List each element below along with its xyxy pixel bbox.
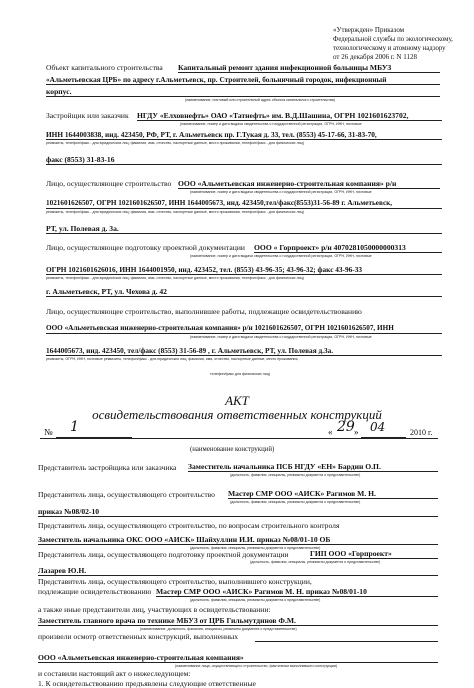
developer-caption-1: (наименование, номер и дата выдачи свидетельства о государственной регистрации, ОГРН, ИНН, почтовые xyxy=(180,122,362,126)
act-quote-close: » xyxy=(354,427,359,437)
rep-builder-caption: (должность, фамилия, инициалы, реквизиты документа о представительстве) xyxy=(230,500,361,504)
performer-label: Лицо, осуществляющее строительство, выполнившее работы, подлежащие освидетельствованию xyxy=(46,307,362,316)
rep-builder-value: Мастер СМР ООО «АИСК» Рагимов М. Н. xyxy=(228,489,438,499)
designer-value-3: г. Альметьевск, РТ, ул. Чехова д. 42 xyxy=(46,287,442,297)
rep-control-value: Заместитель начальника ОКС ООО «АИСК» Шайхуллин И.И. приказ №08/01-10 ОБ xyxy=(38,535,438,545)
act-title: АКТ xyxy=(225,393,249,408)
rep-control-caption: (должность, фамилия, инициалы, реквизиты документа о представительстве) xyxy=(190,546,321,550)
approval-line-1: «Утвержден» Приказом xyxy=(333,26,405,34)
performer-org-value: ООО «Альметьевская инженерно-строительная компания» xyxy=(38,653,438,663)
act-number-prefix: № xyxy=(44,427,53,437)
object-caption: (наименование, почтовый или строительный адрес объекта капитального строительства) xyxy=(185,98,336,102)
inspected-text: произвели осмотр ответственных конструкций, выполненных xyxy=(38,632,239,641)
performer-caption-3: телефон/факс для физических лиц) xyxy=(210,372,271,376)
rep-performer-caption: (должность, фамилия, инициалы, реквизиты документа о представительстве) xyxy=(190,598,321,602)
developer-caption-2: реквизиты, телефон/факс - для юридических лиц; фамилия, имя, отчество, паспортные данные, место проживания, телефон/факс - для физических лиц) xyxy=(46,141,304,145)
designer-caption-1: (наименование, номер и дата выдачи свидетельства о государственной регистрации, ОГРН, ИНН, почтовые xyxy=(190,254,372,258)
builder-value-3: РТ, ул. Полевая д. 3а. xyxy=(46,224,442,234)
rep-control-label: Представитель лица, осуществляющего строительство, по вопросам строительного контроля xyxy=(38,521,340,530)
developer-value-3: факс (8553) 31-83-16 xyxy=(46,155,442,165)
act-quote-open: « xyxy=(328,427,333,437)
rep-performer-label-2: подлежащие освидетельствованию xyxy=(38,587,152,596)
rep-performer-value: Мастер СМР ООО «АИСК» Рагимов М. Н. приказ №08/01-10 xyxy=(156,587,438,597)
rep-designer-label: Представитель лица, осуществляющего подготовку проектной документации xyxy=(38,550,289,559)
developer-value-2: ИНН 1644003838, инд. 423450, РФ, РТ, г. Альметьевск пр. Г.Тукая д. 33, тел. (8553) 45-17-66, 31-83-70, xyxy=(46,130,442,140)
builder-caption-2: реквизиты, телефон/факс - для юридических лиц; фамилия, имя, отчество, паспортные данные, место проживания, телефон/факс - для физических лиц) xyxy=(46,210,304,214)
object-value-1: Капитальный ремонт здания инфекционной больницы МБУЗ xyxy=(178,63,440,73)
act-construction-line xyxy=(40,437,438,439)
rep-designer-caption: (должность, фамилия, инициалы, реквизиты документа о представительстве) xyxy=(250,560,381,564)
act-day: 29 xyxy=(337,419,355,435)
inspected-line xyxy=(255,632,438,642)
rep-builder-order: приказ №08/02-10 xyxy=(38,507,438,517)
act-subtitle: освидетельствования ответственных конструкций xyxy=(92,407,382,422)
rep-developer-label: Представитель застройщика или заказчика xyxy=(38,463,177,472)
designer-value-1: ООО « Горпроект» р/н 4070281050000000313 xyxy=(254,243,442,253)
performer-caption-2: реквизиты, ОГРН, ИНН, почтовые реквизиты, телефон/факс - для юридических лиц; фамилия, имя, отчество, паспортные данные, место проживания, xyxy=(46,357,299,361)
designer-caption-2: реквизиты, телефон/факс - для юридических лиц; фамилия, имя, отчество, паспортные данные, место проживания, телефон/факс - для физических лиц) xyxy=(46,276,304,280)
others-value: Заместитель главного врача по технике МБУЗ от ЦРБ Гильмутдинов Ф.М. xyxy=(38,616,438,626)
closing-text: и составили настоящий акт о нижеследующем: xyxy=(38,669,191,678)
others-label: а также иные представители лиц, участвующих в освидетельствовании: xyxy=(38,605,271,614)
builder-value-1: ООО «Альметьевская инженерно-строительная компания» р/н xyxy=(178,179,440,189)
others-caption: (наименование, должность, фамилия, инициалы, реквизиты документа о представительстве) xyxy=(140,627,297,631)
rep-builder-label: Представитель лица, осуществляющего строительство xyxy=(38,490,215,499)
developer-label: Застройщик или заказчик xyxy=(46,111,129,120)
developer-value-1: НГДУ «Елховнефть» ОАО «Татнефть» им. В.Д.Шашина, ОГРН 1021601623702, xyxy=(137,111,442,121)
rep-designer-value: ГИП ООО «Горпроект» xyxy=(310,549,438,559)
rep-developer-value: Заместитель начальника ПСБ НГДУ «ЕН» Бардин О.П. xyxy=(188,462,438,472)
approval-line-4: от 26 декабря 2006 г. N 1128 xyxy=(333,53,417,61)
builder-label: Лицо, осуществляющее строительство xyxy=(46,179,172,188)
builder-value-2: 1021601626507, ОГРН 1021601626507, ИНН 1644005673, инд. 423450,тел/факс(8553)31-56-89 г. Альметьевск, xyxy=(46,199,442,209)
rep-designer-name: Лазарев Ю.Н. xyxy=(38,566,438,576)
object-value-2: «Альметьевская ЦРБ» по адресу г.Альметьевск, пр. Строителей, больничный городок, инфекционный xyxy=(46,75,440,85)
builder-caption-1: (наименование, номер и дата выдачи свидетельства о государственной регистрации, ОГРН, ИНН, почтовые xyxy=(190,190,372,194)
designer-value-2: ОГРН 1021601626016, ИНН 1644001950, инд. 423452, тел. (8553) 43-96-35; 43-96-32; факс 43-96-33 xyxy=(46,265,442,275)
performer-value-2: 1644005673, инд. 423450, тел/факс (8553) 31-56-89 , г. Альметьевск, РТ, ул. Полевая д.3а. xyxy=(46,346,442,356)
act-year: 2010 г. xyxy=(410,428,433,437)
designer-label: Лицо, осуществляющее подготовку проектной документации xyxy=(46,243,245,252)
rep-developer-caption: (должность, фамилия, инициалы, реквизиты документа о представительстве) xyxy=(230,473,361,477)
act-month: 04 xyxy=(370,420,386,434)
approval-line-3: технологическому и атомному надзору xyxy=(333,45,446,52)
point-1-text: 1. К освидетельствованию предъявлены следующие ответственные xyxy=(38,679,256,688)
performer-caption-1: (наименование, номер и дата выдачи свидетельства о государственной регистрации, ОГРН, ИНН, почтовые xyxy=(190,335,372,339)
performer-value-1: ООО «Альметьевская инженерно-строительная компания» р/н 1021601626507, ОГРН 1021601626507, ИНН xyxy=(46,324,442,334)
act-number: 1 xyxy=(70,419,79,435)
rep-performer-label-1: Представитель лица, осуществляющего строительство, выполнившего конструкции, xyxy=(38,577,312,586)
approval-line-2: Федеральной службы по экологическому, xyxy=(333,36,453,43)
performer-org-caption: (наименование лица, осуществляющего строительство, фактически выполнившего конструкции) xyxy=(175,664,338,668)
act-construction-caption: (наименование конструкций) xyxy=(190,446,275,453)
object-value-3: корпус. xyxy=(46,87,440,97)
object-label: Объект капитального строительства xyxy=(46,63,163,72)
